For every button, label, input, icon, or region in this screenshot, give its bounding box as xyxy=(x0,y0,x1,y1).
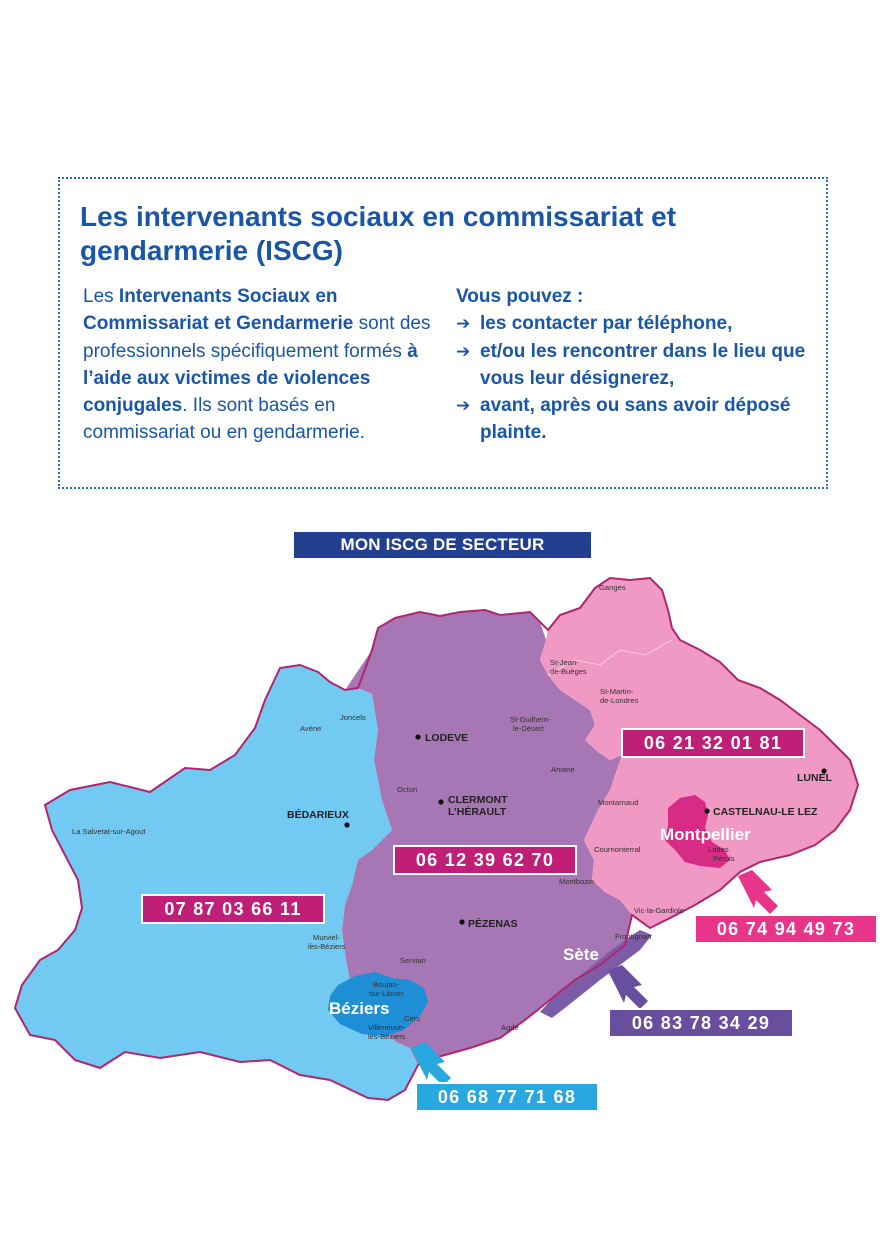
town-vic: Vic-la-Gardiole xyxy=(634,906,685,915)
town-boujan-1: Boujan- xyxy=(373,980,400,989)
phone-beziers[interactable]: 06 68 77 71 68 xyxy=(415,1082,599,1112)
town-agde: Agde xyxy=(501,1023,519,1032)
town-dot-pezenas xyxy=(459,919,464,924)
town-dot-castelnau xyxy=(704,808,709,813)
town-avene: Avène xyxy=(300,724,322,733)
town-villeneuve-1: Villeneuve- xyxy=(368,1023,406,1032)
town-st-martin-1: St-Martin- xyxy=(600,687,634,696)
list-item xyxy=(456,310,826,337)
town-lodeve: LODEVE xyxy=(425,732,469,744)
town-st-guilhem-1: St-Guilhem- xyxy=(510,715,551,724)
town-montarnaud: Montarnaud xyxy=(598,798,639,807)
iscg-description xyxy=(83,283,443,447)
list-item xyxy=(456,392,826,447)
sector-label: MON ISCG DE SECTEUR xyxy=(294,532,591,558)
list-item xyxy=(456,338,826,393)
town-dot-clermont xyxy=(438,799,443,804)
town-cournonterral: Cournonterral xyxy=(594,845,641,854)
town-boujan-2: sur-Libron xyxy=(369,989,404,998)
vous-pouvez-list xyxy=(456,283,826,447)
town-montbazin: Montbazin xyxy=(559,877,595,886)
desc-text-1: Les xyxy=(83,286,119,307)
town-clermont-2: L’HÉRAULT xyxy=(448,806,507,818)
town-st-martin-2: de-Londres xyxy=(600,696,639,705)
town-villeneuve-2: lès-Béziers xyxy=(368,1032,406,1041)
page-title: Les intervenants sociaux en commissariat et gendarmerie (ISCG) xyxy=(80,201,677,266)
arrow-right-icon: ➔ xyxy=(456,341,471,361)
town-murviel-1: Murviel- xyxy=(313,933,341,942)
town-pezenas: PÉZENAS xyxy=(468,918,518,930)
town-st-guilhem-2: le-Désert xyxy=(513,724,544,733)
town-castelnau: CASTELNAU-LE LEZ xyxy=(713,806,818,818)
town-cers: Cers xyxy=(404,1014,421,1023)
town-octon: Octon xyxy=(397,785,418,794)
desc-text-3: . Ils sont basés en commissariat ou en gendarmerie. xyxy=(83,395,365,444)
town-dot-bedarieux xyxy=(344,822,349,827)
desc-bold-1: Intervenants Sociaux en Commissariat et Gendarmerie xyxy=(83,286,354,335)
city-beziers: Béziers xyxy=(329,999,390,1018)
town-st-jean-1: St-Jean- xyxy=(550,658,579,667)
town-st-jean-2: de-Buèges xyxy=(550,667,587,676)
list-item-text: et/ou les rencontrer dans le lieu que vous leur désignerez, xyxy=(480,340,806,389)
desc-text-2: sont des professionnels spécifiquement formés xyxy=(83,313,431,362)
town-la-salvetat: La Salvetat-sur-Agout xyxy=(72,827,146,836)
city-montpellier: Montpellier xyxy=(660,825,751,844)
town-murviel-2: lès-Béziers xyxy=(308,942,346,951)
list-item-text: avant, après ou sans avoir déposé plainte. xyxy=(480,395,791,444)
town-lattes: Lattes xyxy=(708,845,729,854)
arrow-right-icon: ➔ xyxy=(456,396,471,416)
town-bedarieux: BÉDARIEUX xyxy=(287,809,349,821)
arrow-right-icon: ➔ xyxy=(456,314,471,334)
phone-sete[interactable]: 06 83 78 34 29 xyxy=(608,1008,794,1038)
phone-ouest[interactable]: 07 87 03 66 11 xyxy=(141,894,325,924)
phone-centre[interactable]: 06 12 39 62 70 xyxy=(393,845,577,875)
desc-bold-2: à l’aide aux victimes de violences conjugales xyxy=(83,340,418,417)
town-aniane: Aniane xyxy=(551,765,575,774)
town-lunel: LUNEL xyxy=(797,772,832,784)
arrow-sete-icon xyxy=(608,965,648,1009)
town-dot-lodeve xyxy=(415,734,420,739)
arrow-montpellier-icon xyxy=(738,870,778,914)
phone-nord-est[interactable]: 06 21 32 01 81 xyxy=(621,728,805,758)
list-item-text: les contacter par téléphone, xyxy=(480,313,733,335)
town-ganges: Ganges xyxy=(599,583,626,592)
city-sete: Sète xyxy=(563,945,599,964)
town-clermont-1: CLERMONT xyxy=(448,794,508,806)
vous-pouvez-heading: Vous pouvez : xyxy=(456,286,584,307)
town-perols: Pérols xyxy=(713,854,735,863)
phone-montpellier[interactable]: 06 74 94 49 73 xyxy=(694,914,878,944)
town-servian: Servian xyxy=(400,956,426,965)
town-frontignan: Frontignan xyxy=(615,932,652,941)
town-joncels: Joncels xyxy=(340,713,366,722)
